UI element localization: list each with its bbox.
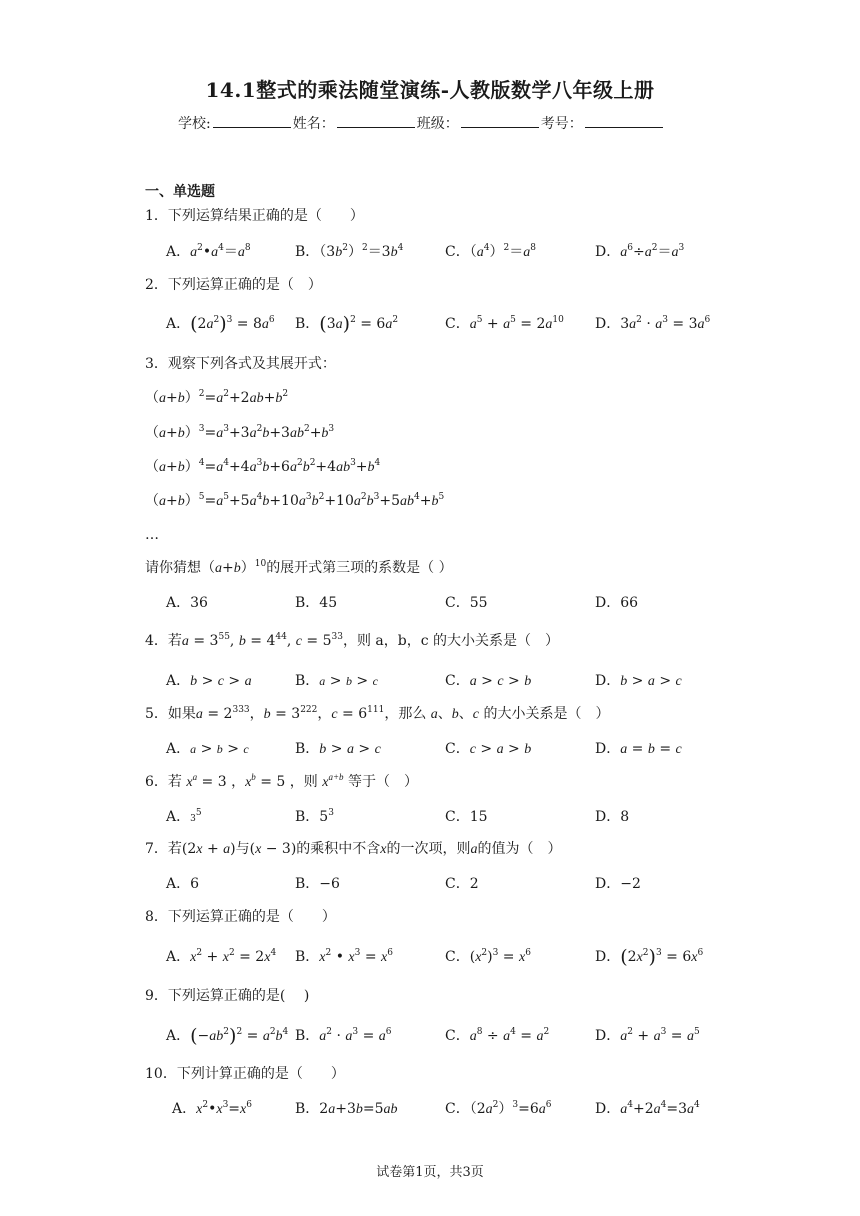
q8-option-a[interactable]: A．$x^2 + x^2 = 2x^4$ xyxy=(166,948,277,965)
expansion-line-4: $(a+b)^4=a^4+4a^3b+6a^2b^2+4ab^3+b^4$ xyxy=(145,458,381,475)
q8-option-d[interactable]: D．$(2x^2)^3 = 6x^6$ xyxy=(595,946,704,968)
student-info-line xyxy=(178,113,665,133)
q9-option-b[interactable]: B．$a^2 \cdot a^3 = a^6$ xyxy=(295,1027,392,1044)
expansion-line-3: $(a+b)^3=a^3+3a^2b+3ab^2+b^3$ xyxy=(145,424,335,441)
q7-option-a[interactable]: A．6 xyxy=(166,876,200,892)
q2-option-a[interactable]: A．$(2a^2)^3 = 8a^6$ xyxy=(166,313,275,335)
q5-option-a[interactable]: A．a > b > c xyxy=(166,741,249,757)
q6-option-c[interactable]: C．15 xyxy=(445,809,488,825)
q4-option-c[interactable]: C．a > c > b xyxy=(445,673,532,689)
q3-option-b[interactable]: B．45 xyxy=(295,595,338,611)
q8-option-c[interactable]: C．$(x^2)^3 = x^6$ xyxy=(445,948,531,965)
q1-option-b[interactable]: B．$(3b^2)^2=3b^4$ xyxy=(295,243,404,260)
school-label: 学校: xyxy=(178,116,211,132)
q2-option-b[interactable]: B．$(3a)^2 = 6a^2$ xyxy=(295,313,399,335)
question-2-stem: 2．下列运算正确的是（ ） xyxy=(145,277,322,293)
q5-option-d[interactable]: D．a = b = c xyxy=(595,741,682,757)
expansion-line-5: $(a+b)^5=a^5+5a^4b+10a^3b^2+10a^2b^3+5ab^4+b^5$ xyxy=(145,492,445,509)
q7-option-c[interactable]: C．2 xyxy=(445,876,479,892)
q10-option-d[interactable]: D．$a^4+2a^4=3a^4$ xyxy=(595,1100,700,1117)
q3-option-d[interactable]: D．66 xyxy=(595,595,639,611)
q9-option-c[interactable]: C．$a^8 \div a^4 = a^2$ xyxy=(445,1027,550,1044)
q1-option-d[interactable]: D．$a^6\div a^2=a^3$ xyxy=(595,243,685,260)
q3-option-a[interactable]: A．36 xyxy=(166,595,208,611)
q9-option-a[interactable]: A．$(-ab^2)^2 = a^2b^4$ xyxy=(166,1025,289,1047)
school-blank[interactable] xyxy=(213,113,291,128)
q1-option-c[interactable]: C．$(a^4)^2=a^8$ xyxy=(445,243,536,260)
exam-no-blank[interactable] xyxy=(585,113,663,128)
q3-option-c[interactable]: C．55 xyxy=(445,595,488,611)
q1-option-a[interactable]: A．$a^2•a^4=a^8$ xyxy=(166,243,251,260)
q10-option-b[interactable]: B．2a+3b=5ab xyxy=(295,1101,398,1117)
question-3-stem: 3．观察下列各式及其展开式： xyxy=(145,356,336,372)
question-8-stem: 8．下列运算正确的是（ ） xyxy=(145,909,336,925)
class-blank[interactable] xyxy=(461,113,539,128)
q6-option-d[interactable]: D．8 xyxy=(595,809,630,825)
q2-option-d[interactable]: D．$3a^2 \cdot a^3 = 3a^6$ xyxy=(595,315,711,332)
q10-option-c[interactable]: C．$(2a^2)^3=6a^6$ xyxy=(445,1100,552,1117)
question-7-stem: 7．若(2x + a)与(x − 3)的乘积中不含x的一次项，则a的值为（ ） xyxy=(145,841,562,857)
q6-option-b[interactable]: B．$5^3$ xyxy=(295,808,334,825)
q2-option-c[interactable]: C．$a^5 + a^5 = 2a^{10}$ xyxy=(445,315,564,332)
question-1-stem: 1．下列运算结果正确的是（ ） xyxy=(145,208,364,224)
q5-option-c[interactable]: C．c > a > b xyxy=(445,741,532,757)
name-blank[interactable] xyxy=(337,113,415,128)
q4-option-a[interactable]: A．b > c > a xyxy=(166,673,252,689)
question-6-stem: 6．若 $x^a = 3$ ，$x^b = 5$ ，则 $x^{a+b}$ 等于（ ） xyxy=(145,772,418,790)
q10-option-a[interactable]: A．$x^2•x^3=x^6$ xyxy=(172,1100,252,1117)
exam-no-label: 考号： xyxy=(540,116,583,132)
section-heading: 一、单选题 xyxy=(145,184,215,200)
question-5-stem: 5．如果$a = 2^{333}$，$b = 3^{222}$，$c = 6^{111}$，那么 a、b、c 的大小关系是（ ） xyxy=(145,705,610,722)
q7-option-b[interactable]: B．−6 xyxy=(295,876,340,892)
q9-option-d[interactable]: D．$a^2 + a^3 = a^5$ xyxy=(595,1027,700,1044)
class-label: 班级： xyxy=(416,116,459,132)
q7-option-d[interactable]: D．−2 xyxy=(595,876,641,892)
ellipsis: … xyxy=(145,527,159,543)
question-4-stem: 4．若$a = 3^{55}$, $b = 4^{44}$, $c = 5^{33}$，则 a，b，c 的大小关系是（ ） xyxy=(145,632,560,649)
q6-option-a[interactable]: A．$3^5$ xyxy=(166,808,202,825)
question-3-prompt: 请你猜想$(a+b)^{10}$的展开式第三项的系数是（ ） xyxy=(145,559,453,576)
page-footer: 试卷第1页，共3页 xyxy=(376,1165,484,1180)
q5-option-b[interactable]: B．b > a > c xyxy=(295,741,381,757)
expansion-line-2: $(a+b)^2=a^2+2ab+b^2$ xyxy=(145,389,289,406)
name-label: 姓名： xyxy=(292,116,335,132)
q4-option-d[interactable]: D．b > a > c xyxy=(595,673,682,689)
q4-option-b[interactable]: B．a > b > c xyxy=(295,673,378,689)
question-9-stem: 9．下列运算正确的是( ) xyxy=(145,988,310,1004)
question-10-stem: 10．下列计算正确的是（ ） xyxy=(145,1066,345,1082)
q8-option-b[interactable]: B．$x^2$ • $x^3 = x^6$ xyxy=(295,948,393,965)
page-title: 14.1整式的乘法随堂演练-人教版数学八年级上册 xyxy=(205,78,655,102)
